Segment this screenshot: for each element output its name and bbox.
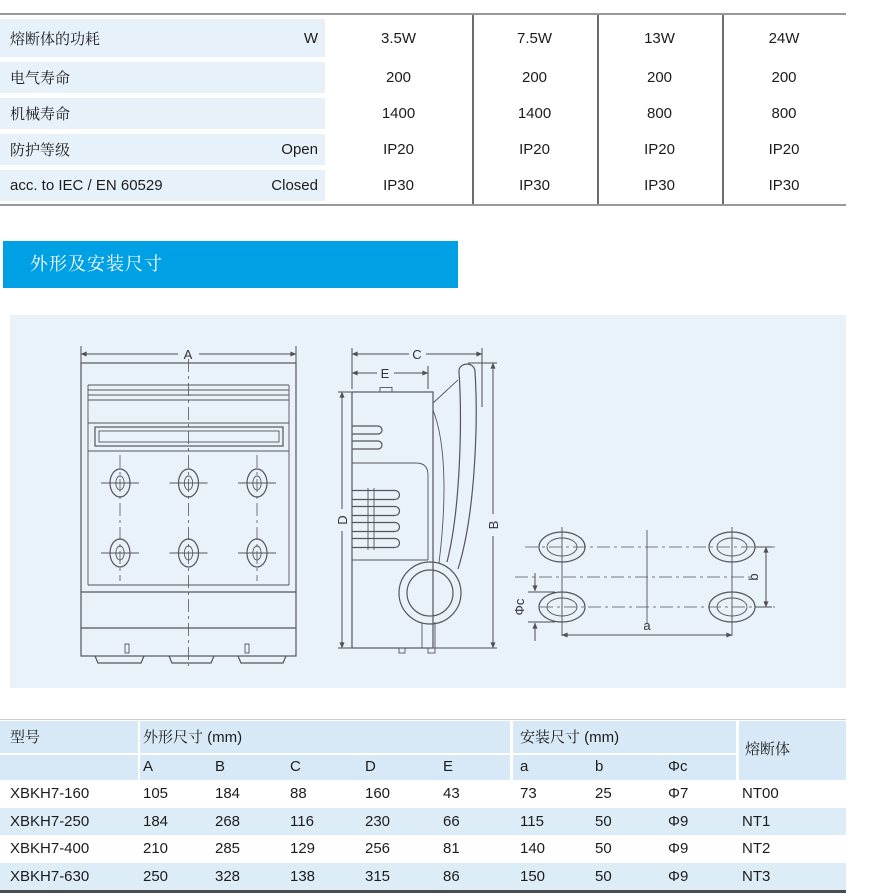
- spec-value: 24W: [768, 29, 800, 47]
- cell-value: 66: [443, 812, 460, 830]
- cell-value: Φ9: [668, 840, 689, 858]
- header-model: 型号: [10, 729, 41, 746]
- spec-value: 7.5W: [516, 29, 552, 47]
- cell-value: 105: [143, 785, 169, 803]
- dim-label-D: D: [335, 515, 350, 525]
- cell-value: 285: [215, 840, 241, 858]
- dim-label-E: E: [380, 366, 390, 381]
- dim-label-B: B: [486, 520, 501, 530]
- section-header: [3, 241, 458, 288]
- cell-value: 160: [365, 785, 391, 803]
- cell-value: 115: [520, 812, 544, 830]
- spec-value: 200: [385, 69, 412, 86]
- table-bottom-rule: [0, 890, 846, 893]
- spec-value: IP30: [768, 177, 800, 194]
- header-letter: a: [520, 758, 529, 775]
- header-letter: [0, 754, 140, 780]
- header-letter: [736, 754, 846, 780]
- dimensions-table-header: [0, 720, 846, 780]
- spec-label: acc. to IEC / EN 60529: [10, 177, 163, 194]
- cell-value: 230: [365, 812, 391, 830]
- dim-label-b: b: [746, 573, 761, 581]
- spec-value: IP20: [383, 141, 414, 158]
- table-row: [0, 808, 846, 836]
- cell-fuse: NT3: [742, 867, 771, 885]
- table-row: [0, 835, 846, 863]
- spec-label: 电气寿命: [10, 70, 71, 87]
- cell-value: 140: [520, 840, 546, 858]
- cell-value: 268: [215, 812, 241, 830]
- cell-value: 138: [290, 867, 316, 885]
- cell-model: XBKH7-250: [10, 812, 90, 830]
- header-letter: E: [443, 758, 454, 775]
- dim-label-A: A: [183, 347, 193, 362]
- mounting-pattern-drawing: [512, 527, 775, 641]
- spec-value: 200: [521, 69, 548, 86]
- cell-value: 184: [143, 812, 169, 830]
- cell-value: 250: [143, 867, 169, 885]
- spec-label-cell: [0, 98, 325, 129]
- cell-model: XBKH7-630: [10, 867, 90, 885]
- cell-value: 184: [215, 785, 241, 803]
- header-letter: b: [595, 758, 604, 775]
- cell-value: Φ9: [668, 812, 689, 830]
- spec-value: 200: [646, 69, 673, 86]
- dim-label-C: C: [412, 347, 422, 362]
- cell-value: 25: [595, 785, 612, 803]
- dimensions-drawing-panel: [10, 315, 846, 688]
- column-divider: [722, 15, 724, 204]
- spec-value: 3.5W: [380, 29, 416, 47]
- column-divider: [472, 15, 474, 204]
- cell-value: 81: [443, 840, 460, 858]
- spec-value: 13W: [644, 29, 675, 47]
- spec-value: 1400: [517, 105, 552, 122]
- header-mounting-group: 安装尺寸 (mm): [520, 729, 620, 746]
- header-letter: Φc: [668, 758, 688, 775]
- spec-row: [0, 134, 846, 165]
- cell-value: 210: [143, 840, 169, 858]
- specifications-table: [0, 13, 846, 206]
- header-letter: C: [290, 758, 301, 775]
- cell-value: 86: [443, 867, 460, 885]
- cell-fuse: NT1: [742, 812, 771, 830]
- spec-label-cell: [0, 62, 325, 93]
- front-view-drawing: [81, 345, 296, 666]
- spec-value: IP30: [383, 177, 414, 194]
- header-outline-group: 外形尺寸 (mm): [143, 729, 243, 746]
- spec-label: 防护等级: [10, 142, 71, 159]
- cell-value: 73: [520, 785, 537, 803]
- cell-value: Φ7: [668, 785, 689, 803]
- cell-value: 315: [365, 867, 391, 885]
- spec-value: IP20: [768, 141, 800, 158]
- spec-row: [0, 170, 846, 201]
- cell-fuse: NT00: [742, 785, 779, 803]
- cell-value: 88: [290, 785, 307, 803]
- table-row: [0, 780, 846, 808]
- spec-value: IP30: [644, 177, 675, 194]
- technical-drawing: [10, 315, 846, 688]
- spec-value: 800: [646, 105, 673, 122]
- cell-model: XBKH7-400: [10, 840, 90, 858]
- cell-fuse: NT2: [742, 840, 771, 858]
- spec-unit: Open: [281, 141, 318, 158]
- dimensions-table: [0, 719, 846, 893]
- cell-value: 43: [443, 785, 460, 803]
- spec-value: 200: [771, 69, 797, 86]
- spec-row: [0, 62, 846, 93]
- cell-value: 256: [365, 840, 391, 858]
- header-letter-row: [0, 754, 846, 780]
- spec-value: IP20: [519, 141, 550, 158]
- cell-value: 150: [520, 867, 546, 885]
- header-letter: A: [143, 758, 154, 775]
- spec-label-cell: [0, 170, 325, 201]
- spec-unit: W: [303, 29, 318, 47]
- cell-value: 50: [595, 812, 612, 830]
- side-view-drawing: [334, 346, 501, 653]
- spec-value: IP20: [644, 141, 675, 158]
- spec-value: 800: [771, 105, 797, 122]
- spec-row: [0, 98, 846, 129]
- column-divider: [597, 15, 599, 204]
- spec-label: 机械寿命: [10, 106, 71, 123]
- cell-value: 328: [215, 867, 241, 885]
- cell-value: 50: [595, 840, 612, 858]
- cell-model: XBKH7-160: [10, 785, 90, 803]
- header-fuse: 熔断体: [745, 741, 791, 758]
- cell-value: 50: [595, 867, 612, 885]
- dim-label-a: a: [643, 618, 651, 633]
- spec-label-cell: [0, 134, 325, 165]
- lever-handle: [399, 364, 476, 624]
- section-title: 外形及安装尺寸: [30, 254, 163, 274]
- spec-label: 熔断体的功耗: [10, 30, 101, 48]
- header-letter: D: [365, 758, 376, 775]
- spec-value: 1400: [381, 105, 416, 122]
- header-letter: B: [215, 758, 226, 775]
- cell-value: 116: [290, 812, 314, 830]
- dim-label-phi-c: Φc: [512, 598, 527, 616]
- spec-unit: Closed: [271, 177, 318, 194]
- spec-value: IP30: [519, 177, 550, 194]
- spec-row: [0, 19, 846, 57]
- table-row: [0, 863, 846, 891]
- cell-value: Φ9: [668, 867, 689, 885]
- cell-value: 129: [290, 840, 316, 858]
- spec-label-cell: [0, 19, 325, 57]
